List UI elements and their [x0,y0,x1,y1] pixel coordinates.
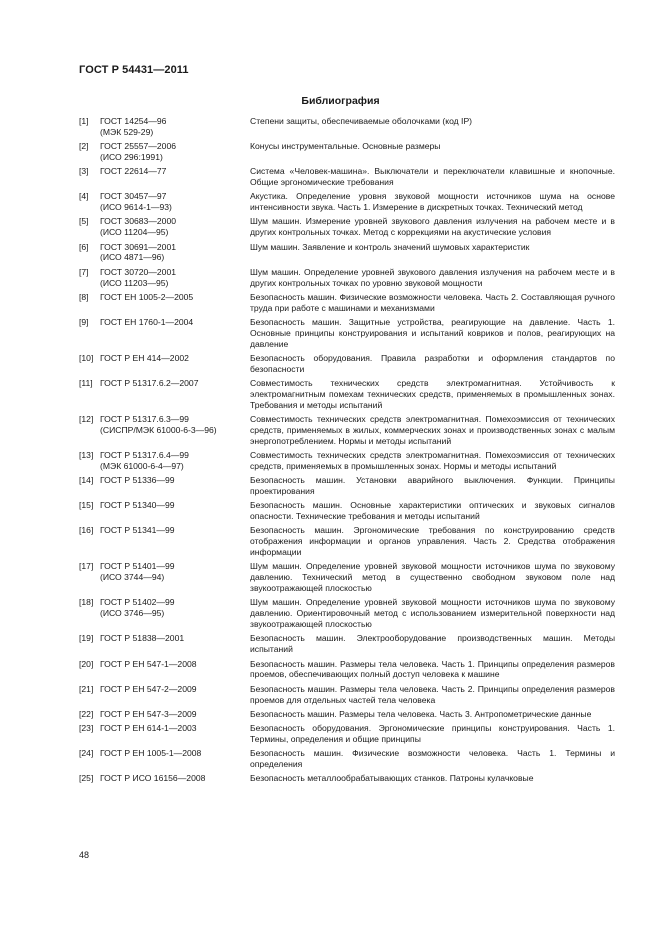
entry-number: [23] [79,722,94,733]
bibliography-entry [79,561,615,594]
entry-number: [24] [79,748,94,759]
entry-standard-code: ГОСТ Р 51317.6.3—99 (СИСПР/МЭК 61000-6-3—96) [100,414,217,435]
bibliography-entry [79,378,615,411]
entry-title: Шум машин. Заявление и контроль значений шумовых характеристик [250,241,530,252]
entry-standard-code: ГОСТ Р ЕН 547-1—2008 [100,658,197,669]
entry-title: Совместимость технических средств электромагнитная. Помехоэмиссия от технических средств, применяемых в промышленных зонах. Нормы и методы испытаний [250,450,615,471]
entry-standard-code: ГОСТ 25557—2006 (ИСО 296:1991) [100,141,177,163]
entry-title: Безопасность оборудования. Правила разработки и оформления стандартов по безопасности [250,352,615,374]
bibliography-entry [79,475,615,497]
entry-title: Совместимость технических средств электромагнитная. Устойчивость к электромагнитным помехам технических средств, применяемых в промышленных зонах. Требования и методы испытаний [250,378,615,410]
bibliography-entry [79,659,615,681]
entry-number: [10] [79,352,94,363]
bibliography-entry [79,353,615,375]
bibliography-entry [79,723,615,745]
entry-title: Конусы инструментальные. Основные размеры [250,141,441,152]
bibliography-entry [79,116,615,138]
entry-number: [6] [79,241,89,252]
entry-number: [5] [79,216,89,227]
bibliography-entry [79,748,615,770]
entry-title: Безопасность машин. Защитные устройства, реагирующие на давление. Часть 1. Основные принципы конструирования и испытаний ковриков и полов, реагирующих на давление [250,316,615,349]
entry-number: [18] [79,597,94,608]
entry-number: [20] [79,658,94,669]
entry-standard-code: ГОСТ Р ЕН 414—2002 [100,352,189,363]
entry-title: Безопасность машин. Размеры тела человека. Часть 2. Принципы определения размеров проемов для отдельных частей тела человека [250,683,615,705]
entry-number: [2] [79,141,89,152]
entry-standard-code: ГОСТ 30457—97 (ИСО 9614-1—93) [100,191,172,213]
entry-standard-code: ГОСТ 30683—2000 (ИСО 11204—95) [100,216,177,238]
entry-standard-code: ГОСТ Р ЕН 614-1—2003 [100,722,197,733]
entry-title: Безопасность машин. Физические возможности человека. Часть 1. Термины и определения [250,748,615,769]
bibliography-entry [79,166,615,188]
entry-title: Безопасность машин. Электрооборудование производственных машин. Методы испытаний [250,633,615,655]
bibliography-entry [79,267,615,289]
entry-number: [1] [79,116,89,126]
entry-standard-code: ГОСТ Р 51401—99 (ИСО 3744—94) [100,561,175,583]
entry-number: [9] [79,316,89,327]
entry-title: Безопасность машин. Размеры тела человека. Часть 3. Антропометрические данные [250,708,592,719]
entry-standard-code: ГОСТ 14254—96 (МЭК 529-29) [100,116,167,137]
bibliography-entry [79,709,615,720]
entry-number: [11] [79,378,93,388]
entry-number: [8] [79,291,89,302]
bibliography-entry [79,414,615,447]
entry-number: [4] [79,191,89,202]
entry-title: Шум машин. Определение уровней звукового давления излучения на рабочем месте и в других контрольных точках по уровню звуковой мощности [250,266,615,288]
entry-standard-code: ГОСТ Р 51317.6.4—99 (МЭК 61000-6-4—97) [100,450,189,471]
entry-title: Безопасность машин. Размеры тела человека. Часть 1. Принципы определения размеров проемов, обеспечивающих полный доступ человека к машине [250,658,615,680]
entry-number: [3] [79,166,89,177]
section-title: Библиография [301,95,380,107]
entry-title: Безопасность металлообрабатывающих станков. Патроны кулачковые [250,773,534,784]
entry-number: [15] [79,500,94,511]
bibliography-entry [79,525,615,558]
entry-standard-code: ГОСТ 30691—2001 (ИСО 4871—96) [100,241,177,263]
entry-number: [14] [79,475,94,486]
bibliography-entry [79,773,615,784]
entry-title: Безопасность машин. Установки аварийного выключения. Функции. Принципы проектирования [250,475,615,497]
bibliography-entry [79,633,615,655]
bibliography-entry [79,450,615,472]
entry-standard-code: ГОСТ Р 51340—99 [100,500,175,511]
entry-standard-code: ГОСТ Р 51838—2001 [100,633,185,644]
bibliography-list [79,116,615,787]
entry-standard-code: ГОСТ Р ЕН 547-2—2009 [100,683,197,694]
entry-title: Система «Человек-машина». Выключатели и переключатели клавишные и кнопочные. Общие эргономические требования [250,166,615,188]
entry-standard-code: ГОСТ ЕН 1005-2—2005 [100,291,194,302]
bibliography-entry [79,216,615,238]
entry-standard-code: ГОСТ 22614—77 [100,166,167,177]
bibliography-entry [79,191,615,213]
bibliography-entry [79,684,615,706]
entry-number: [12] [79,414,94,425]
entry-standard-code: ГОСТ Р ЕН 1005-1—2008 [100,748,202,759]
bibliography-entry [79,242,615,264]
entry-title: Шум машин. Определение уровней звуковой мощности источников шума по звуковому давлению. Технический метод в существенно свободном звуковом поле над звукоотражающей плоскостью [250,561,615,594]
entry-number: [25] [79,773,94,784]
page-number: 48 [79,850,90,860]
entry-number: [7] [79,266,89,277]
entry-number: [21] [79,683,94,694]
entry-number: [22] [79,708,94,719]
entry-number: [16] [79,525,94,536]
entry-standard-code: ГОСТ 30720—2001 (ИСО 11203—95) [100,266,177,288]
entry-title: Безопасность машин. Основные характеристики оптических и звуковых сигналов опасности. Технические требования и методы испытаний [250,500,615,522]
entry-standard-code: ГОСТ Р ЕН 547-3—2009 [100,708,197,719]
entry-number: [13] [79,450,94,461]
entry-title: Шум машин. Определение уровней звуковой мощности источников шума по звуковому давлению. Ориентировочный метод с использованием измерительной поверхности над звукоотражающей плоскостью [250,597,615,630]
entry-title: Шум машин. Измерение уровней звукового давления излучения на рабочем месте и в других контрольных точках. Метод с коррекциями на акустические условия [250,216,615,238]
bibliography-entry [79,292,615,314]
entry-title: Совместимость технических средств электромагнитная. Помехоэмиссия от технических средств, применяемых в жилых, коммерческих зонах и производственных зонах с малым энергопотреблением. Нормы и методы испытаний [250,414,615,446]
bibliography-entry [79,500,615,522]
bibliography-entry [79,141,615,163]
entry-title: Безопасность оборудования. Эргономические принципы конструирования. Часть 1. Термины, определения и общие принципы [250,722,615,744]
entry-title: Степени защиты, обеспечиваемые оболочками (код IP) [250,116,473,126]
bibliography-entry [79,317,615,350]
entry-standard-code: ГОСТ Р 51341—99 [100,525,175,536]
entry-standard-code: ГОСТ ЕН 1760-1—2004 [100,316,194,327]
entry-number: [19] [79,633,94,644]
entry-number: [17] [79,561,94,572]
entry-standard-code: ГОСТ Р 51317.6.2—2007 [100,378,199,388]
entry-title: Акустика. Определение уровня звуковой мощности источников шума на основе интенсивности звука. Часть 1. Измерение в дискретных точках. Технический метод [250,191,615,213]
entry-title: Безопасность машин. Эргономические требования по конструированию средств отображения информации и органов управления. Часть 2. Средства отображения информации [250,525,615,558]
entry-standard-code: ГОСТ Р ИСО 16156—2008 [100,773,206,784]
bibliography-entry [79,597,615,630]
document-header: ГОСТ Р 54431—2011 [79,64,189,76]
entry-standard-code: ГОСТ Р 51402—99 (ИСО 3746—95) [100,597,175,619]
entry-standard-code: ГОСТ Р 51336—99 [100,475,175,486]
entry-title: Безопасность машин. Физические возможности человека. Часть 2. Составляющая ручного труда при работе с машинами и механизмами [250,291,615,313]
